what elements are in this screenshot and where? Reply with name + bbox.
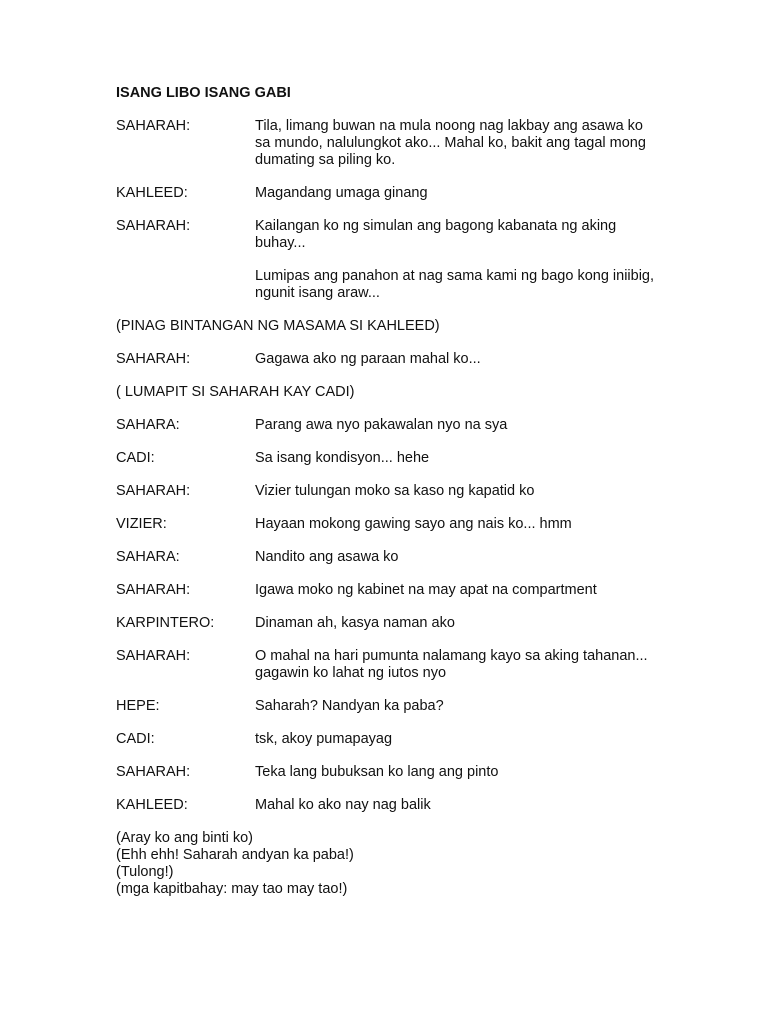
- dialogue-continuation: Lumipas ang panahon at nag sama kami ng bago kong iniibig, ngunit isang araw...: [255, 268, 655, 301]
- stage-direction: (PINAG BINTANGAN NG MASAMA SI KAHLEED): [116, 318, 440, 334]
- speaker-name: SAHARA:: [116, 549, 180, 565]
- speaker-name: KARPINTERO:: [116, 615, 215, 631]
- dialogue-entry: [116, 797, 656, 814]
- speaker-name: KAHLEED:: [116, 185, 188, 201]
- dialogue-entry: [116, 615, 656, 632]
- dialogue-entry: [116, 351, 656, 368]
- dialogue-line: Hayaan mokong gawing sayo ang nais ko... hmm: [255, 516, 572, 532]
- dialogue-line: O mahal na hari pumunta nalamang kayo sa aking tahanan... gagawin ko lahat ng iutos nyo: [255, 648, 648, 681]
- dialogue-line: Nandito ang asawa ko: [255, 549, 399, 565]
- speaker-name: SAHARAH:: [116, 764, 191, 780]
- speaker-name: SAHARAH:: [116, 218, 191, 234]
- dialogue-entry: [116, 483, 656, 500]
- dialogue-entry: [116, 185, 656, 202]
- speaker-name: SAHARAH:: [116, 351, 191, 367]
- speaker-name: SAHARA:: [116, 417, 180, 433]
- dialogue-entry: [116, 764, 656, 781]
- closing-line: (Aray ko ang binti ko): [116, 830, 254, 846]
- dialogue-line: Saharah? Nandyan ka paba?: [255, 698, 444, 714]
- stage-direction: ( LUMAPIT SI SAHARAH KAY CADI): [116, 384, 355, 400]
- speaker-name: SAHARAH:: [116, 118, 191, 134]
- dialogue-line: Mahal ko ako nay nag balik: [255, 797, 431, 813]
- dialogue-line: Teka lang bubuksan ko lang ang pinto: [255, 764, 499, 780]
- dialogue-line: Igawa moko ng kabinet na may apat na compartment: [255, 582, 597, 598]
- speaker-name: VIZIER:: [116, 516, 167, 532]
- dialogue-line: Dinaman ah, kasya naman ako: [255, 615, 455, 631]
- dialogue-entry: [116, 731, 656, 748]
- closing-line: (Tulong!): [116, 864, 174, 880]
- speaker-name: SAHARAH:: [116, 483, 191, 499]
- dialogue-entry: [116, 516, 656, 533]
- dialogue-line: Parang awa nyo pakawalan nyo na sya: [255, 417, 508, 433]
- closing-line: (mga kapitbahay: may tao may tao!): [116, 881, 348, 897]
- dialogue-entry: [116, 218, 656, 252]
- dialogue-entry: [116, 698, 656, 715]
- dialogue-entry: [116, 450, 656, 467]
- dialogue-line: tsk, akoy pumapayag: [255, 731, 393, 747]
- dialogue-entry: [116, 648, 656, 682]
- speaker-name: HEPE:: [116, 698, 160, 714]
- dialogue-entry: [116, 118, 656, 169]
- speaker-name: KAHLEED:: [116, 797, 188, 813]
- dialogue-entry: [116, 582, 656, 599]
- dialogue-line: Vizier tulungan moko sa kaso ng kapatid ko: [255, 483, 535, 499]
- dialogue-entry: [116, 417, 656, 434]
- dialogue-line: Kailangan ko ng simulan ang bagong kabanata ng aking buhay...: [255, 218, 617, 251]
- dialogue-line: Gagawa ako ng paraan mahal ko...: [255, 351, 481, 367]
- document-page: [116, 84, 656, 898]
- speaker-name: CADI:: [116, 450, 155, 466]
- document-title: ISANG LIBO ISANG GABI: [116, 85, 291, 101]
- dialogue-line: Sa isang kondisyon... hehe: [255, 450, 430, 466]
- dialogue-entry: [116, 549, 656, 566]
- closing-line: (Ehh ehh! Saharah andyan ka paba!): [116, 847, 354, 863]
- speaker-name: SAHARAH:: [116, 582, 191, 598]
- speaker-name: SAHARAH:: [116, 648, 191, 664]
- speaker-name: CADI:: [116, 731, 155, 747]
- dialogue-line: Tila, limang buwan na mula noong nag lakbay ang asawa ko sa mundo, nalulungkot ako... Mahal ko, bakit ang tagal mong dumating sa piling ko.: [255, 118, 646, 168]
- dialogue-line: Magandang umaga ginang: [255, 185, 428, 201]
